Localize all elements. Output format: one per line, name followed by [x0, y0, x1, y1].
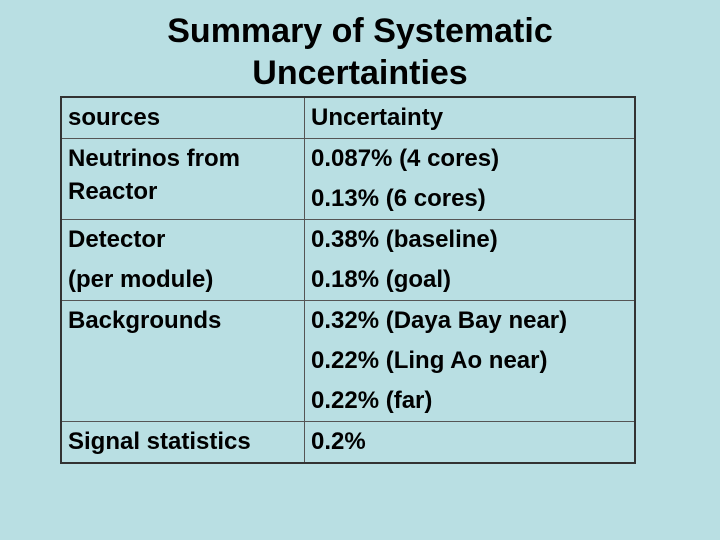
- slide-title-line-1: Summary of Systematic: [167, 12, 553, 50]
- table-row: [61, 422, 635, 464]
- slide-title: [0, 10, 720, 94]
- uncertainty-cell: [305, 220, 636, 301]
- uncertainty-value: 0.38% (baseline): [311, 226, 498, 253]
- table-row: [61, 301, 635, 422]
- header-sources: sources: [61, 97, 305, 139]
- source-line: Signal statistics: [68, 428, 251, 455]
- source-line: Neutrinos from: [68, 145, 241, 172]
- uncertainty-cell: [305, 301, 636, 422]
- uncertainty-value: 0.2%: [311, 428, 366, 455]
- uncertainty-value: 0.087% (4 cores): [311, 145, 500, 172]
- source-cell: [61, 422, 305, 464]
- table-header-row: [61, 97, 635, 139]
- table-row: [61, 139, 635, 220]
- source-line: Detector: [68, 226, 166, 253]
- uncertainty-value: 0.18% (goal): [311, 266, 452, 293]
- source-cell: [61, 139, 305, 220]
- uncertainty-value: 0.22% (Ling Ao near): [311, 347, 548, 374]
- uncertainty-cell: [305, 422, 636, 464]
- source-line: Backgrounds: [68, 307, 222, 334]
- uncertainty-value: 0.13% (6 cores): [311, 185, 486, 212]
- uncertainty-value: 0.32% (Daya Bay near): [311, 307, 568, 334]
- source-line: (per module): [68, 266, 214, 293]
- source-cell: [61, 301, 305, 422]
- source-line: Reactor: [68, 178, 158, 205]
- table-row: [61, 220, 635, 301]
- header-uncertainty: Uncertainty: [305, 97, 636, 139]
- uncertainty-cell: [305, 139, 636, 220]
- slide-title-line-2: Uncertainties: [252, 54, 468, 92]
- uncertainty-table: [60, 96, 636, 464]
- uncertainty-value: 0.22% (far): [311, 387, 433, 414]
- source-cell: [61, 220, 305, 301]
